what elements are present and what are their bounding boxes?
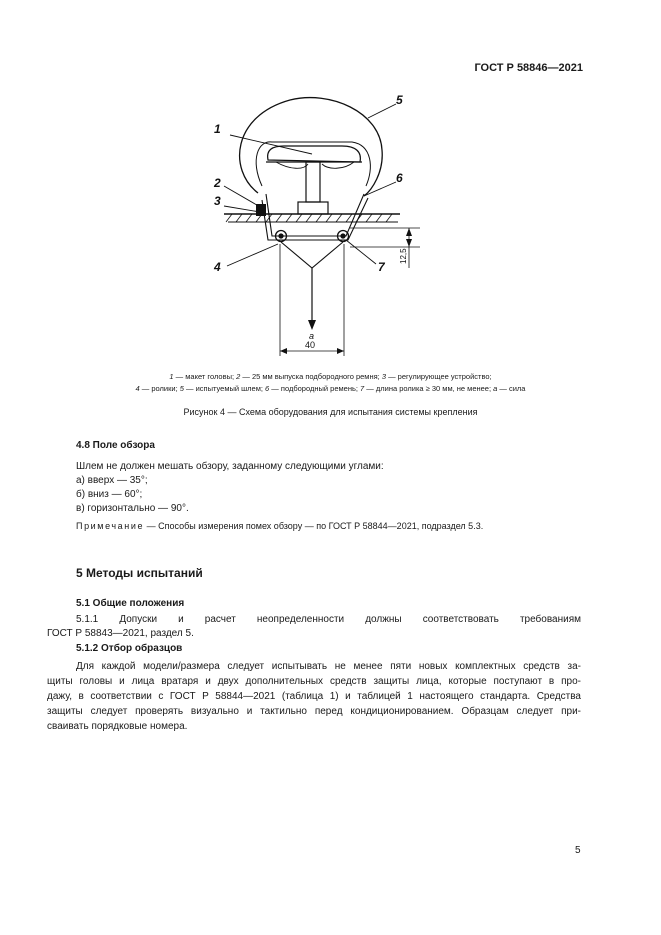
figure-legend-line-2: 4 — ролики; 5 — испытуемый шлем; 6 — подбородный ремень; 7 — длина ролика ≥ 30 мм, не менее; а — сила <box>135 384 526 393</box>
angle-item-up: а) вверх — 35°; <box>76 475 148 486</box>
body-line: дажу, в соответствии с ГОСТ Р 58844—2021 (таблица 1) и таблицей 1 настоящего стандарта. Средства <box>47 691 581 702</box>
chin-strap <box>266 194 364 236</box>
headform <box>268 146 361 162</box>
callout-6: 6 <box>396 171 403 185</box>
dim-width-label: 40 <box>305 340 316 350</box>
section-4-8-intro: Шлем не должен мешать обзору, заданному следующими углами: <box>76 461 384 472</box>
section-4-8-note <box>76 521 483 531</box>
body-line: Для каждой модели/размера следует испытывать не менее пяти новых комплектных средств за- <box>76 661 581 672</box>
body-line: щиты головы и лица вратаря и двух дополнительных средств защиты лица, которые поступают в про- <box>47 676 581 687</box>
headform-base <box>298 202 328 214</box>
callout-4: 4 <box>214 260 221 274</box>
page-number: 5 <box>575 845 581 856</box>
document-header: ГОСТ Р 58846—2021 <box>474 62 583 74</box>
section-5-1-2-body <box>47 659 581 734</box>
headform-neck <box>306 162 320 202</box>
force-arrow <box>308 320 316 330</box>
dim-height-label: 12,5 <box>399 248 408 264</box>
callout-7: 7 <box>378 260 385 274</box>
section-5-1-2-heading: 5.1.2 Отбор образцов <box>76 643 183 654</box>
section-5-1-1-line-2: ГОСТ Р 58843—2021, раздел 5. <box>47 628 194 639</box>
note-label: Примечание <box>76 521 145 531</box>
callout-3: 3 <box>214 194 221 208</box>
figure-legend-line-1: 1 — макет головы; 2 — 25 мм выпуска подбородного ремня; 3 — регулирующее устройство; <box>169 372 492 381</box>
figure-caption: Рисунок 4 — Схема оборудования для испытания системы крепления <box>183 407 478 417</box>
angle-item-down: б) вниз — 60°; <box>76 489 143 500</box>
callout-1: 1 <box>214 122 221 136</box>
section-5-1-heading: 5.1 Общие положения <box>76 598 185 609</box>
angle-item-horizontal: в) горизонтально — 90°. <box>76 503 189 514</box>
note-text: — Способы измерения помех обзору — по ГОСТ Р 58844—2021, подраздел 5.3. <box>144 521 484 531</box>
section-5-heading: 5 Методы испытаний <box>76 566 203 580</box>
adjusting-device <box>256 204 266 216</box>
load-yoke <box>281 242 343 268</box>
callout-5: 5 <box>396 93 403 107</box>
section-5-1-1-line-1: 5.1.1 Допуски и расчет неопределенности должны соответствовать требованиям <box>76 614 581 625</box>
body-line: сваивать порядковые номера. <box>47 721 188 732</box>
section-4-8-heading: 4.8 Поле обзора <box>76 440 155 451</box>
force-label: а <box>309 331 315 341</box>
test-equipment-diagram <box>200 88 450 366</box>
callout-2: 2 <box>214 176 221 190</box>
body-line: защиты следует проверять визуально и тактильно перед кондиционированием. Образцам следует при- <box>47 706 581 717</box>
